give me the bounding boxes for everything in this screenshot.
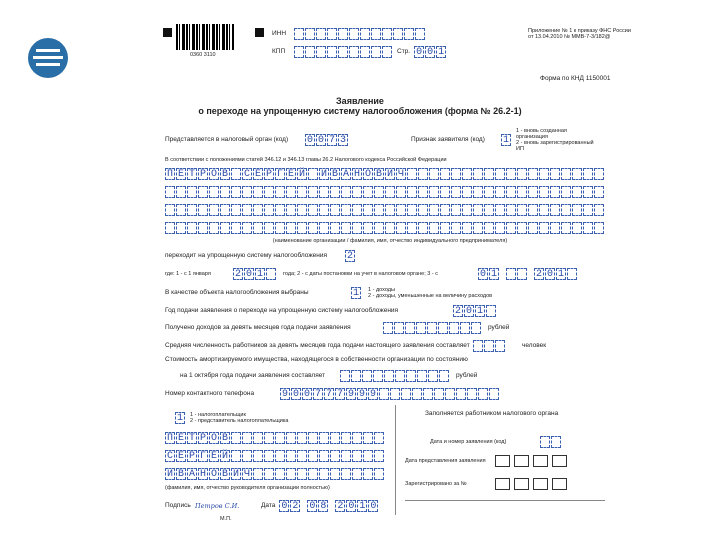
office-registered-row: Зарегистрировано за № <box>405 478 571 490</box>
letter-cell <box>308 168 318 180</box>
switch-label: переходит на упрощенную систему налогообложения <box>165 252 328 259</box>
letter-cell <box>385 222 395 234</box>
letter-cell: 7 <box>325 389 332 400</box>
letter-cell <box>583 204 593 216</box>
letter-cell <box>363 186 373 198</box>
letter-cell <box>374 432 384 444</box>
letter-cell: В <box>375 169 382 180</box>
letter-cell: О <box>210 469 217 480</box>
signature-text: Петров С.И. <box>195 502 240 510</box>
letter-cell <box>352 432 362 444</box>
applicant-name-grid <box>165 168 605 234</box>
letter-cell <box>434 388 444 400</box>
letter-cell <box>330 186 340 198</box>
kpp-row <box>272 46 447 58</box>
letter-cell <box>242 204 252 216</box>
letter-cell <box>440 168 450 180</box>
letter-cell <box>517 222 527 234</box>
letter-cell: 9 <box>369 389 376 400</box>
letter-cell <box>297 222 307 234</box>
letter-cell: Р <box>188 451 195 462</box>
logo-icon <box>28 38 68 78</box>
letter-cell <box>286 186 296 198</box>
letter-cell <box>418 204 428 216</box>
letter-cell: 7 <box>336 389 343 400</box>
letter-cell <box>319 204 329 216</box>
letter-cell <box>495 204 505 216</box>
letter-cell <box>594 168 604 180</box>
phone-row: Номер контактного телефона 9 0 0 7 7 7 9 9 9 <box>165 388 500 400</box>
letter-cell <box>561 204 571 216</box>
letter-cell <box>473 186 483 198</box>
letter-cell <box>231 204 241 216</box>
letter-cell: Й <box>298 169 305 180</box>
letter-cell <box>451 222 461 234</box>
letter-cell <box>462 222 472 234</box>
letter-cell <box>379 388 389 400</box>
letter-cell: В <box>221 433 228 444</box>
letter-cell <box>165 222 175 234</box>
switch-code: 2 <box>346 251 353 262</box>
letter-cell <box>396 204 406 216</box>
letter-cell <box>231 186 241 198</box>
letter-cell <box>187 222 197 234</box>
switch-date-row: где: 1 - с 1 января 2 0 1 года; 2 - с даты постановки на учет в налоговом органе; 3 - с 0 1 2 0 1 <box>165 268 578 280</box>
letter-cell <box>264 222 274 234</box>
letter-cell: Й <box>221 451 228 462</box>
letter-cell <box>506 186 516 198</box>
letter-cell <box>198 204 208 216</box>
letter-cell <box>253 222 263 234</box>
letter-cell <box>489 388 499 400</box>
letter-cell <box>583 186 593 198</box>
kpp-label: КПП <box>272 48 286 55</box>
letter-cell: И <box>166 469 173 480</box>
letter-cell <box>418 168 428 180</box>
letter-cell <box>462 168 472 180</box>
letter-cell <box>495 222 505 234</box>
letter-cell <box>445 388 455 400</box>
letter-cell <box>275 450 285 462</box>
letter-cell: В <box>221 469 228 480</box>
letter-cell <box>407 168 417 180</box>
letter-cell <box>363 450 373 462</box>
letter-cell <box>231 432 241 444</box>
letter-cell <box>176 222 186 234</box>
letter-cell: 9 <box>281 389 288 400</box>
letter-cell <box>308 204 318 216</box>
letter-cell <box>363 432 373 444</box>
letter-cell <box>440 204 450 216</box>
letter-cell <box>451 168 461 180</box>
letter-cell <box>242 186 252 198</box>
submission-label: Представляется в налоговый орган (код) <box>165 136 289 143</box>
letter-cell <box>363 204 373 216</box>
staff-row: Средняя численность работников за девять месяцев года подачи настоящего заявления составляет человек <box>165 340 546 352</box>
section-divider <box>395 405 396 515</box>
letter-cell <box>495 168 505 180</box>
letter-cell <box>253 468 263 480</box>
applicant-name-row <box>165 204 605 216</box>
year-row: Год подачи заявления о переходе на упрощенную систему налогообложения 2 0 1 <box>165 305 497 317</box>
page-digit: 0 <box>427 47 434 58</box>
letter-cell <box>319 186 329 198</box>
letter-cell: Н <box>199 469 206 480</box>
page-title: Заявление о переходе на упрощенную систему налогообложения (форма № 26.2-1) <box>198 96 522 116</box>
letter-cell <box>297 432 307 444</box>
letter-cell: Р <box>265 169 272 180</box>
letter-cell <box>275 432 285 444</box>
letter-cell <box>484 168 494 180</box>
letter-cell <box>484 222 494 234</box>
form-code: Форма по КНД 1150001 <box>540 75 611 82</box>
letter-cell <box>264 204 274 216</box>
letter-cell <box>297 450 307 462</box>
letter-cell <box>308 450 318 462</box>
letter-cell <box>264 432 274 444</box>
letter-cell <box>418 186 428 198</box>
inn-row <box>272 28 426 40</box>
letter-cell <box>484 186 494 198</box>
letter-cell <box>286 468 296 480</box>
letter-cell <box>275 186 285 198</box>
letter-cell: Г <box>276 169 283 180</box>
barcode <box>176 24 234 50</box>
letter-cell <box>352 450 362 462</box>
signer-last-name <box>165 432 385 444</box>
letter-cell <box>517 204 527 216</box>
letter-cell <box>407 186 417 198</box>
letter-cell <box>451 204 461 216</box>
letter-cell <box>231 222 241 234</box>
letter-cell <box>187 204 197 216</box>
signature-row: Подпись Петров С.И. Дата 0 2 0 8 2 0 1 0 <box>165 501 377 512</box>
letter-cell <box>407 204 417 216</box>
letter-cell <box>550 204 560 216</box>
letter-cell <box>401 388 411 400</box>
signer-name-grid <box>165 432 385 480</box>
office-header: Заполняется работником налогового органа <box>425 410 559 417</box>
letter-cell <box>297 468 307 480</box>
letter-cell: И <box>232 469 239 480</box>
letter-cell <box>429 168 439 180</box>
letter-cell <box>385 186 395 198</box>
letter-cell <box>319 450 329 462</box>
letter-cell <box>198 186 208 198</box>
letter-cell: 0 <box>292 389 299 400</box>
letter-cell <box>506 168 516 180</box>
letter-cell: 0 <box>303 389 310 400</box>
letter-cell <box>396 222 406 234</box>
letter-cell <box>330 468 340 480</box>
office-presented-row: Дата представления заявления <box>405 455 571 467</box>
applicant-name-row <box>165 186 605 198</box>
letter-cell <box>451 186 461 198</box>
letter-cell <box>572 186 582 198</box>
letter-cell: О <box>210 169 217 180</box>
letter-cell <box>286 450 296 462</box>
letter-cell <box>467 388 477 400</box>
letter-cell: А <box>342 169 349 180</box>
letter-cell: С <box>243 169 250 180</box>
letter-cell <box>594 186 604 198</box>
letter-cell: В <box>331 169 338 180</box>
letter-cell <box>231 168 241 180</box>
letter-cell <box>594 204 604 216</box>
letter-cell: В <box>177 469 184 480</box>
letter-cell: Р <box>199 169 206 180</box>
taxpayer-label: Признак заявителя (код) <box>411 136 485 143</box>
letter-cell <box>550 168 560 180</box>
barcode-number: 0360 3110 <box>190 52 216 58</box>
letter-cell <box>341 468 351 480</box>
letter-cell <box>275 468 285 480</box>
letter-cell <box>528 186 538 198</box>
letter-cell: Т <box>188 433 195 444</box>
letter-cell <box>473 168 483 180</box>
letter-cell <box>440 186 450 198</box>
letter-cell <box>374 204 384 216</box>
letter-cell <box>374 222 384 234</box>
letter-cell <box>330 432 340 444</box>
letter-cell <box>352 186 362 198</box>
signer-middle-name <box>165 468 385 480</box>
applicant-name-row <box>165 168 605 180</box>
letter-cell <box>478 388 488 400</box>
page-digit: 0 <box>416 47 423 58</box>
letter-cell <box>539 168 549 180</box>
letter-cell <box>319 468 329 480</box>
letter-cell <box>253 204 263 216</box>
letter-cell <box>583 168 593 180</box>
letter-cell <box>242 432 252 444</box>
letter-cell <box>594 222 604 234</box>
letter-cell <box>462 186 472 198</box>
letter-cell <box>198 222 208 234</box>
income-row: Получено доходов за девять месяцев года подачи заявления рублей <box>165 322 509 334</box>
letter-cell <box>286 204 296 216</box>
stamp-mark: М.П. <box>220 516 232 522</box>
letter-cell: Е <box>287 169 294 180</box>
letter-cell <box>341 186 351 198</box>
object-row: В качестве объекта налогообложения выбраны 1 1 - доходы 2 - доходы, уменьшенные на величину расходов <box>165 287 493 299</box>
letter-cell <box>165 186 175 198</box>
office-reg-row: Дата и номер заявления (код) <box>430 436 562 448</box>
signer-caption: (фамилия, имя, отчество руководителя организации полностью) <box>165 485 330 491</box>
letter-cell <box>539 204 549 216</box>
letter-cell <box>484 204 494 216</box>
letter-cell <box>253 432 263 444</box>
letter-cell <box>429 186 439 198</box>
letter-cell <box>462 204 472 216</box>
switch-row <box>165 250 356 262</box>
letter-cell <box>253 186 263 198</box>
signer-code-row: 1 1 - налогоплательщик 2 - представитель налогоплательщика <box>176 412 289 424</box>
letter-cell <box>385 204 395 216</box>
letter-cell <box>264 468 274 480</box>
letter-cell <box>528 168 538 180</box>
taxpayer-code: 1 <box>502 135 509 146</box>
letter-cell <box>209 186 219 198</box>
letter-cell <box>572 168 582 180</box>
letter-cell: 7 <box>314 389 321 400</box>
letter-cell: И <box>386 169 393 180</box>
page-digit: 1 <box>438 47 445 58</box>
letter-cell <box>176 186 186 198</box>
letter-cell <box>165 204 175 216</box>
letter-cell <box>561 168 571 180</box>
letter-cell: Е <box>177 451 184 462</box>
top-right-note: Приложение № 1 к приказу ФНС России от 13.04.2010 № ММВ-7-3/182@ <box>528 28 631 40</box>
letter-cell: П <box>166 433 173 444</box>
letter-cell <box>330 222 340 234</box>
letter-cell <box>187 186 197 198</box>
submission-row: Представляется в налоговый орган (код) 0 0 7 3 Признак заявителя (код) 1 1 - вновь созданная организация 2 - вновь зарегистрированный ИП <box>165 128 594 152</box>
letter-cell <box>253 450 263 462</box>
letter-cell <box>495 186 505 198</box>
letter-cell <box>330 450 340 462</box>
letter-cell <box>561 222 571 234</box>
letter-cell: О <box>364 169 371 180</box>
letter-cell <box>209 222 219 234</box>
corner-marker-left <box>163 28 172 37</box>
letter-cell <box>528 204 538 216</box>
letter-cell <box>429 204 439 216</box>
letter-cell <box>473 222 483 234</box>
letter-cell <box>550 222 560 234</box>
inn-label: ИНН <box>272 30 287 37</box>
letter-cell <box>412 388 422 400</box>
letter-cell <box>418 222 428 234</box>
letter-cell <box>286 222 296 234</box>
letter-cell <box>220 222 230 234</box>
letter-cell: В <box>221 169 228 180</box>
letter-cell <box>319 432 329 444</box>
applicant-name-row <box>165 222 605 234</box>
article-note: В соответствии с положениями статей 346.12 и 346.13 главы 26.2 Налогового кодекса Российской Федерации <box>165 157 447 163</box>
letter-cell <box>264 450 274 462</box>
letter-cell <box>264 186 274 198</box>
letter-cell <box>220 204 230 216</box>
letter-cell <box>352 468 362 480</box>
letter-cell <box>363 222 373 234</box>
letter-cell <box>423 388 433 400</box>
applicant-name-caption: (наименование организации / фамилия, имя, отчество индивидуального предпринимателя) <box>272 238 508 244</box>
letter-cell <box>275 222 285 234</box>
corner-marker-right <box>255 28 264 37</box>
letter-cell <box>517 186 527 198</box>
assets-label: Стоимость амортизируемого имущества, находящегося в собственности организации по состоянию <box>165 356 468 363</box>
letter-cell <box>561 186 571 198</box>
assets-row: на 1 октября года подачи заявления составляет рублей <box>180 370 477 382</box>
letter-cell: 9 <box>358 389 365 400</box>
letter-cell <box>429 222 439 234</box>
letter-cell <box>363 468 373 480</box>
letter-cell <box>539 222 549 234</box>
letter-cell <box>220 186 230 198</box>
letter-cell <box>396 186 406 198</box>
letter-cell <box>506 204 516 216</box>
letter-cell <box>440 222 450 234</box>
letter-cell: Е <box>210 451 217 462</box>
office-divider <box>405 500 605 501</box>
letter-cell <box>506 222 516 234</box>
letter-cell: Т <box>188 169 195 180</box>
letter-cell <box>407 222 417 234</box>
letter-cell <box>297 204 307 216</box>
letter-cell <box>231 450 241 462</box>
letter-cell: А <box>188 469 195 480</box>
letter-cell <box>528 222 538 234</box>
letter-cell <box>390 388 400 400</box>
letter-cell <box>176 204 186 216</box>
letter-cell <box>308 468 318 480</box>
letter-cell <box>572 204 582 216</box>
letter-cell <box>341 450 351 462</box>
letter-cell: Г <box>199 451 206 462</box>
letter-cell <box>550 186 560 198</box>
letter-cell <box>374 468 384 480</box>
letter-cell: С <box>166 451 173 462</box>
letter-cell <box>286 432 296 444</box>
letter-cell <box>352 222 362 234</box>
letter-cell: Р <box>199 433 206 444</box>
letter-cell <box>308 186 318 198</box>
letter-cell <box>341 432 351 444</box>
letter-cell <box>209 204 219 216</box>
letter-cell: П <box>166 169 173 180</box>
letter-cell: 9 <box>347 389 354 400</box>
letter-cell <box>242 222 252 234</box>
letter-cell <box>275 204 285 216</box>
letter-cell <box>352 204 362 216</box>
signer-code: 1 <box>176 413 183 424</box>
letter-cell <box>583 222 593 234</box>
letter-cell <box>308 432 318 444</box>
letter-cell <box>473 204 483 216</box>
object-code: 1 <box>352 288 359 299</box>
letter-cell: Ч <box>243 469 250 480</box>
letter-cell <box>242 450 252 462</box>
letter-cell <box>341 204 351 216</box>
page-label: Стр. <box>397 48 411 55</box>
letter-cell: Е <box>177 433 184 444</box>
letter-cell <box>517 168 527 180</box>
letter-cell: И <box>320 169 327 180</box>
letter-cell: Е <box>254 169 261 180</box>
letter-cell <box>341 222 351 234</box>
letter-cell <box>539 186 549 198</box>
letter-cell <box>330 204 340 216</box>
letter-cell <box>308 222 318 234</box>
letter-cell <box>374 186 384 198</box>
letter-cell <box>297 186 307 198</box>
letter-cell: Е <box>177 169 184 180</box>
letter-cell <box>319 222 329 234</box>
letter-cell <box>456 388 466 400</box>
letter-cell <box>572 222 582 234</box>
letter-cell: Н <box>353 169 360 180</box>
letter-cell: О <box>210 433 217 444</box>
letter-cell <box>374 450 384 462</box>
letter-cell: Ч <box>397 169 404 180</box>
signer-first-name <box>165 450 385 462</box>
